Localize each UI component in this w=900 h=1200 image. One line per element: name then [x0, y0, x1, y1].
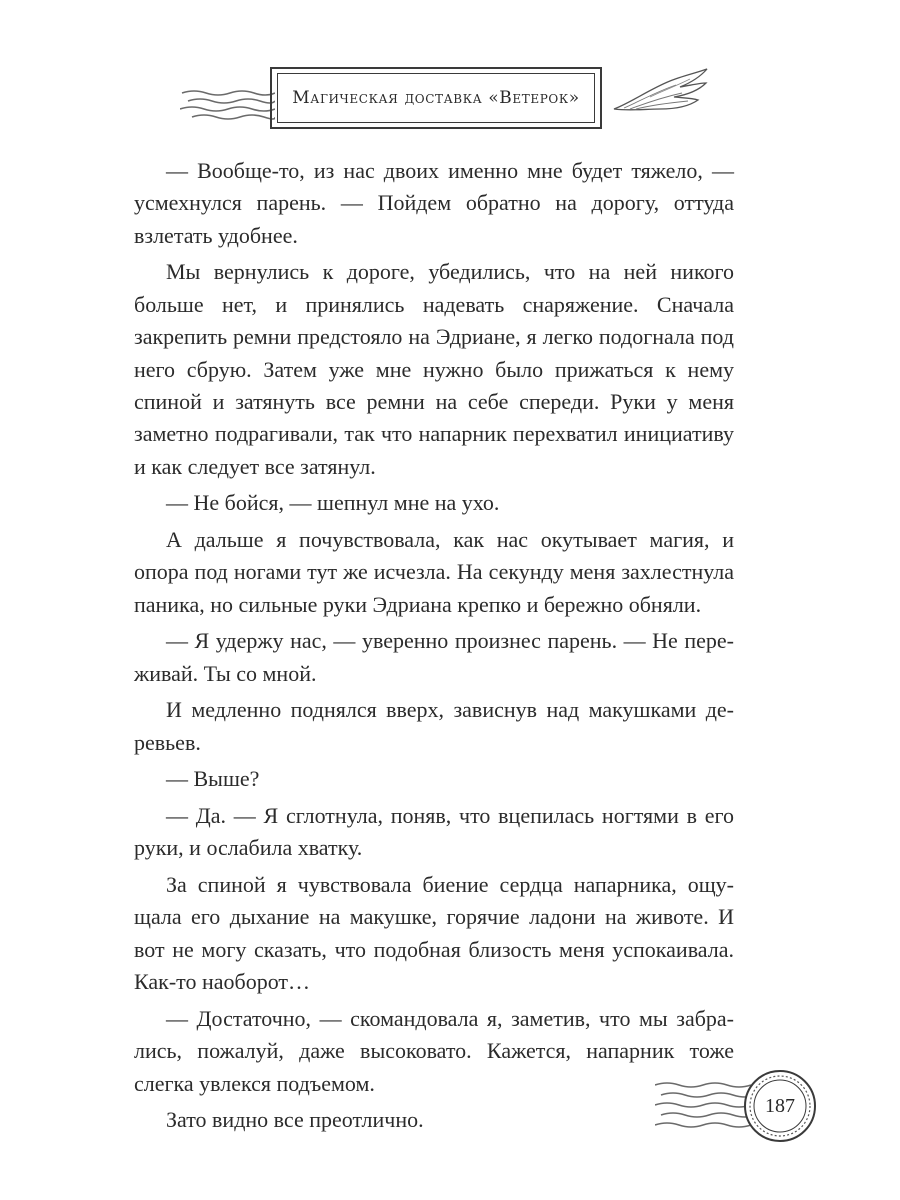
running-title: Магическая доставка «Ветерок»: [292, 88, 580, 108]
paragraph: — Вообще-то, из нас двоих именно мне будет тяжело, — усмехнулся парень. — Пойдем обратно на дорогу, оттуда взлетать удобнее.: [134, 158, 734, 248]
paragraph: Мы вернулись к дороге, убедились, что на ней никого больше нет, и принялись надевать снаряжение. Сначала закрепить ремни предстояло на Эдриане, я легко подогнала под него сбрую. Затем уже мне нужно было прижаться к нему спиной и затянуть все ремни на себе спереди. Руки у меня заметно подрагивали, так что напарник перехватил инициативу и как следует все затянул.: [134, 259, 734, 479]
paragraph: — Я удержу нас, — уверенно произнес парень. — Не переживай. Ты со мной.: [134, 628, 734, 686]
paragraph: А дальше я почувствовала, как нас окутывает магия, и опора под ногами тут же исчезла. На секунду меня захлестнула паника, но сильные руки Эдриана крепко и бережно обняли.: [134, 527, 734, 617]
running-header: [0, 55, 900, 145]
paragraph: Зато видно все преотлично.: [166, 1107, 424, 1133]
paragraph: — Не бойся, — шепнул мне на ухо.: [166, 490, 500, 516]
body-text: [134, 155, 734, 1141]
paragraph: — Выше?: [166, 766, 260, 792]
title-box: [277, 73, 595, 123]
paragraph: И медленно поднялся вверх, зависнув над макушками деревьев.: [134, 697, 734, 755]
wing-icon: [610, 63, 710, 123]
postmark-wave-lines-icon: [180, 85, 275, 125]
paragraph: — Достаточно, — скомандовала я, заметив, что мы забрались, пожалуй, даже высоковато. Кажется, напарник тоже слегка увлекся подъемом.: [134, 1005, 734, 1096]
paragraph: — Да. — Я сглотнула, поняв, что вцепилась ногтями в его руки, и ослабила хватку.: [134, 803, 734, 861]
paragraph: За спиной я чувствовала биение сердца напарника, ощущала его дыхание на макушке, горячие ладони на животе. И вот не могу сказать, что подобная близость меня успокаивала. Как-то наоборот…: [134, 872, 734, 995]
page-number: 187: [765, 1094, 795, 1117]
